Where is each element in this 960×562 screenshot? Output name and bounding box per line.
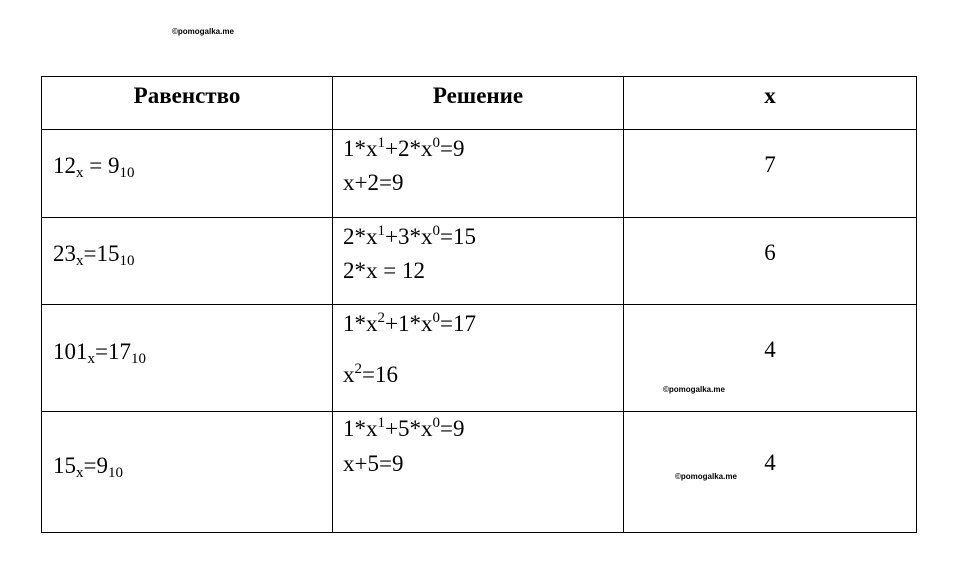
equation: $101_x=17_{10}$	[53, 339, 146, 367]
solution-line: $1*x^2+1*x^0=17$	[343, 310, 476, 336]
x-value-cell	[624, 305, 917, 412]
solution-line: $2*x^1+3*x^0=15$	[343, 223, 476, 249]
solution-cell	[333, 218, 624, 305]
number-systems-table	[41, 76, 917, 533]
table-row	[42, 218, 917, 305]
x-value-cell	[624, 130, 917, 218]
solution-line: x+2=9	[343, 170, 404, 195]
x-value-cell	[624, 218, 917, 305]
solution-line: x+5=9	[343, 451, 404, 476]
watermark-top: ©pomogalka.me	[172, 27, 234, 36]
table-row	[42, 412, 917, 533]
header-equality: Равенство	[42, 77, 333, 130]
header-row	[42, 77, 917, 130]
solution-cell	[333, 305, 624, 412]
equation: $23_x=15_{10}$	[53, 241, 135, 269]
equation-cell	[42, 130, 333, 218]
equation-cell	[42, 218, 333, 305]
watermark-bottom: ©pomogalka.me	[675, 472, 737, 481]
solution-cell	[333, 412, 624, 533]
equation-cell	[42, 305, 333, 412]
x-value: 4	[764, 337, 776, 362]
solution-line: 2*x = 12	[343, 258, 425, 283]
equation-cell	[42, 412, 333, 533]
x-value-cell	[624, 412, 917, 533]
equation: $15_x=9_{10}$	[53, 453, 123, 481]
table-row	[42, 305, 917, 412]
header-x: x	[624, 77, 917, 130]
header-solution: Решение	[333, 77, 624, 130]
solution-line: $1*x^1+2*x^0=9$	[343, 135, 465, 161]
x-value: 4	[764, 450, 776, 475]
solution-line: $1*x^1+5*x^0=9$	[343, 415, 465, 441]
solution-line: $x^2=16$	[343, 361, 398, 387]
solution-cell	[333, 130, 624, 218]
x-value: 6	[764, 240, 776, 265]
equation: $12_x = 9_{10}$	[53, 153, 135, 181]
x-value: 7	[764, 152, 776, 177]
watermark-middle: ©pomogalka.me	[663, 385, 725, 394]
table-row	[42, 130, 917, 218]
